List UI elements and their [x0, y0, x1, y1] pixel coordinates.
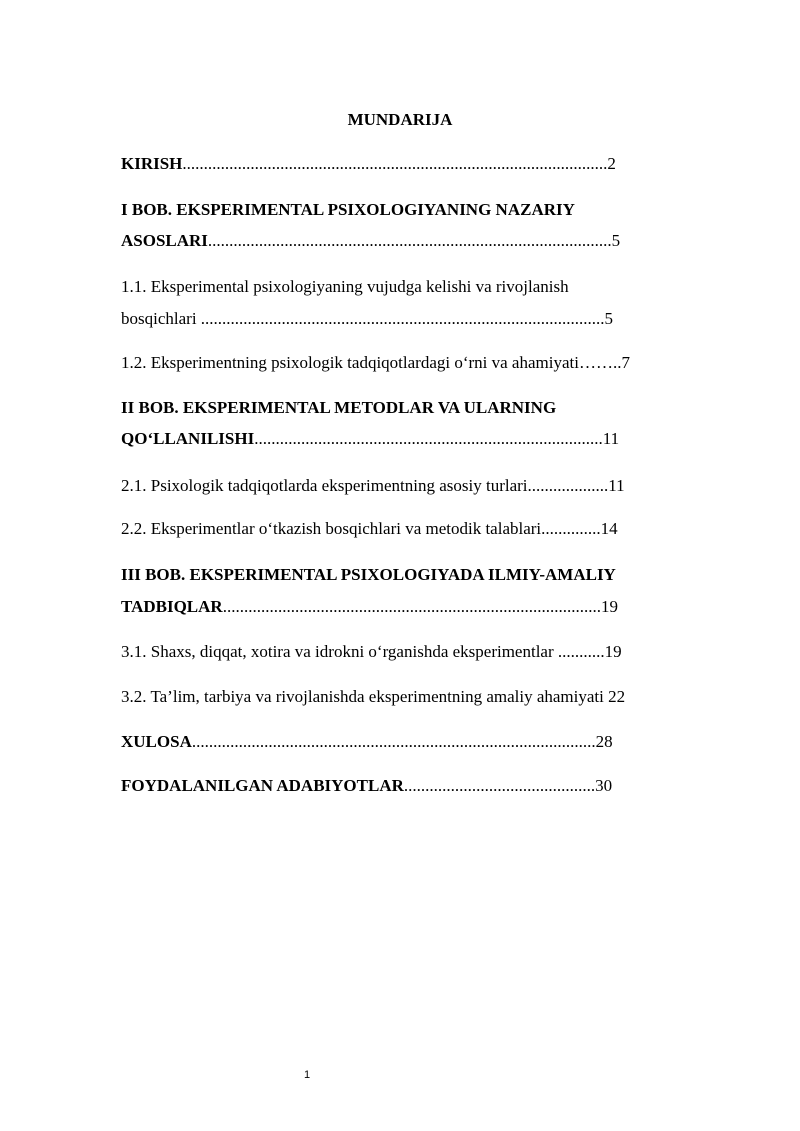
toc-entry-section-2-2[interactable]: [121, 518, 681, 540]
toc-entry-chapter-3[interactable]: [121, 596, 681, 618]
toc-leader-dots: ..................................................................................: [254, 429, 603, 448]
toc-leader-dots: ...........: [557, 642, 605, 661]
toc-entry-label: TADBIQLAR: [121, 597, 223, 616]
toc-entry-section-3-2[interactable]: [121, 686, 681, 708]
toc-entry-xulosa[interactable]: [121, 731, 681, 753]
toc-leader-dots: ...............................................................................................: [191, 732, 596, 751]
toc-page-number: 19: [600, 597, 618, 616]
page-number: 1: [303, 1069, 311, 1081]
toc-leader-dots: ...............................................................................................: [207, 231, 612, 250]
toc-entry-label: KIRISH: [121, 154, 183, 173]
toc-entry-label: 2.1. Psixologik tadqiqotlarda eksperimentning asosiy turlari: [121, 476, 528, 495]
toc-entry-chapter-2-line1[interactable]: II BOB. EKSPERIMENTAL METODLAR VA ULARNING: [121, 398, 557, 417]
toc-entry-section-1-2[interactable]: [121, 352, 681, 374]
toc-entry-section-1-1[interactable]: [121, 308, 681, 330]
toc-page-number: 22: [608, 687, 626, 706]
toc-page-number: 30: [595, 776, 613, 795]
toc-page-number: 14: [600, 519, 618, 538]
toc-entry-label: ASOSLARI: [121, 231, 208, 250]
toc-entry-section-2-1[interactable]: [121, 475, 681, 497]
toc-page-number: 11: [608, 476, 625, 495]
toc-entry-label: FOYDALANILGAN ADABIYOTLAR: [121, 776, 404, 795]
toc-entry-chapter-3-line1[interactable]: III BOB. EKSPERIMENTAL PSIXOLOGIYADA ILMIY-AMALIY: [121, 565, 616, 584]
toc-leader-dots: ..............: [541, 519, 601, 538]
toc-entry-chapter-1-line1[interactable]: I BOB. EKSPERIMENTAL PSIXOLOGIYANING NAZARIY: [121, 200, 575, 219]
toc-entry-references[interactable]: [121, 775, 681, 797]
toc-page-number: 28: [595, 732, 613, 751]
toc-entry-label: 3.1. Shaxs, diqqat, xotira va idrokni o‘rganishda eksperimentlar: [121, 642, 558, 661]
toc-entry-label: bosqichlari: [121, 309, 197, 328]
toc-entry-section-3-1[interactable]: [121, 641, 681, 663]
toc-entry-label: QO‘LLANILISHI: [121, 429, 255, 448]
toc-leader-dots: .........................................................................................: [222, 597, 601, 616]
toc-entry-kirish[interactable]: [121, 153, 681, 175]
toc-page-number: 5: [604, 309, 614, 328]
toc-page-number: 11: [602, 429, 620, 448]
page-title: MUNDARIJA: [347, 110, 453, 129]
toc-leader-dots: ……..: [578, 353, 622, 372]
toc-entry-chapter-1[interactable]: [121, 230, 681, 252]
toc-entry-section-1-1-line1[interactable]: 1.1. Eksperimental psixologiyaning vujudga kelishi va rivojlanish: [121, 277, 569, 296]
toc-leader-dots: ...............................................................................................: [196, 309, 605, 328]
toc-page-number: 7: [621, 353, 630, 372]
toc-entry-label: 2.2. Eksperimentlar o‘tkazish bosqichlari va metodik talablari: [121, 519, 542, 538]
toc-leader-dots: .............................................: [403, 776, 596, 795]
toc-leader-dots: ....................................................................................................: [182, 154, 608, 173]
toc-leader-dots: ...................: [527, 476, 609, 495]
toc-page-number: 2: [607, 154, 616, 173]
toc-entry-label: XULOSA: [121, 732, 192, 751]
toc-entry-label: 3.2. Ta’lim, tarbiya va rivojlanishda eksperimentning amaliy ahamiyati: [121, 687, 604, 706]
toc-entry-label: 1.2. Eksperimentning psixologik tadqiqotlardagi o‘rni va ahamiyati: [121, 353, 579, 372]
toc-entry-chapter-2[interactable]: [121, 428, 681, 450]
toc-page-number: 5: [611, 231, 621, 250]
toc-page-number: 19: [604, 642, 622, 661]
